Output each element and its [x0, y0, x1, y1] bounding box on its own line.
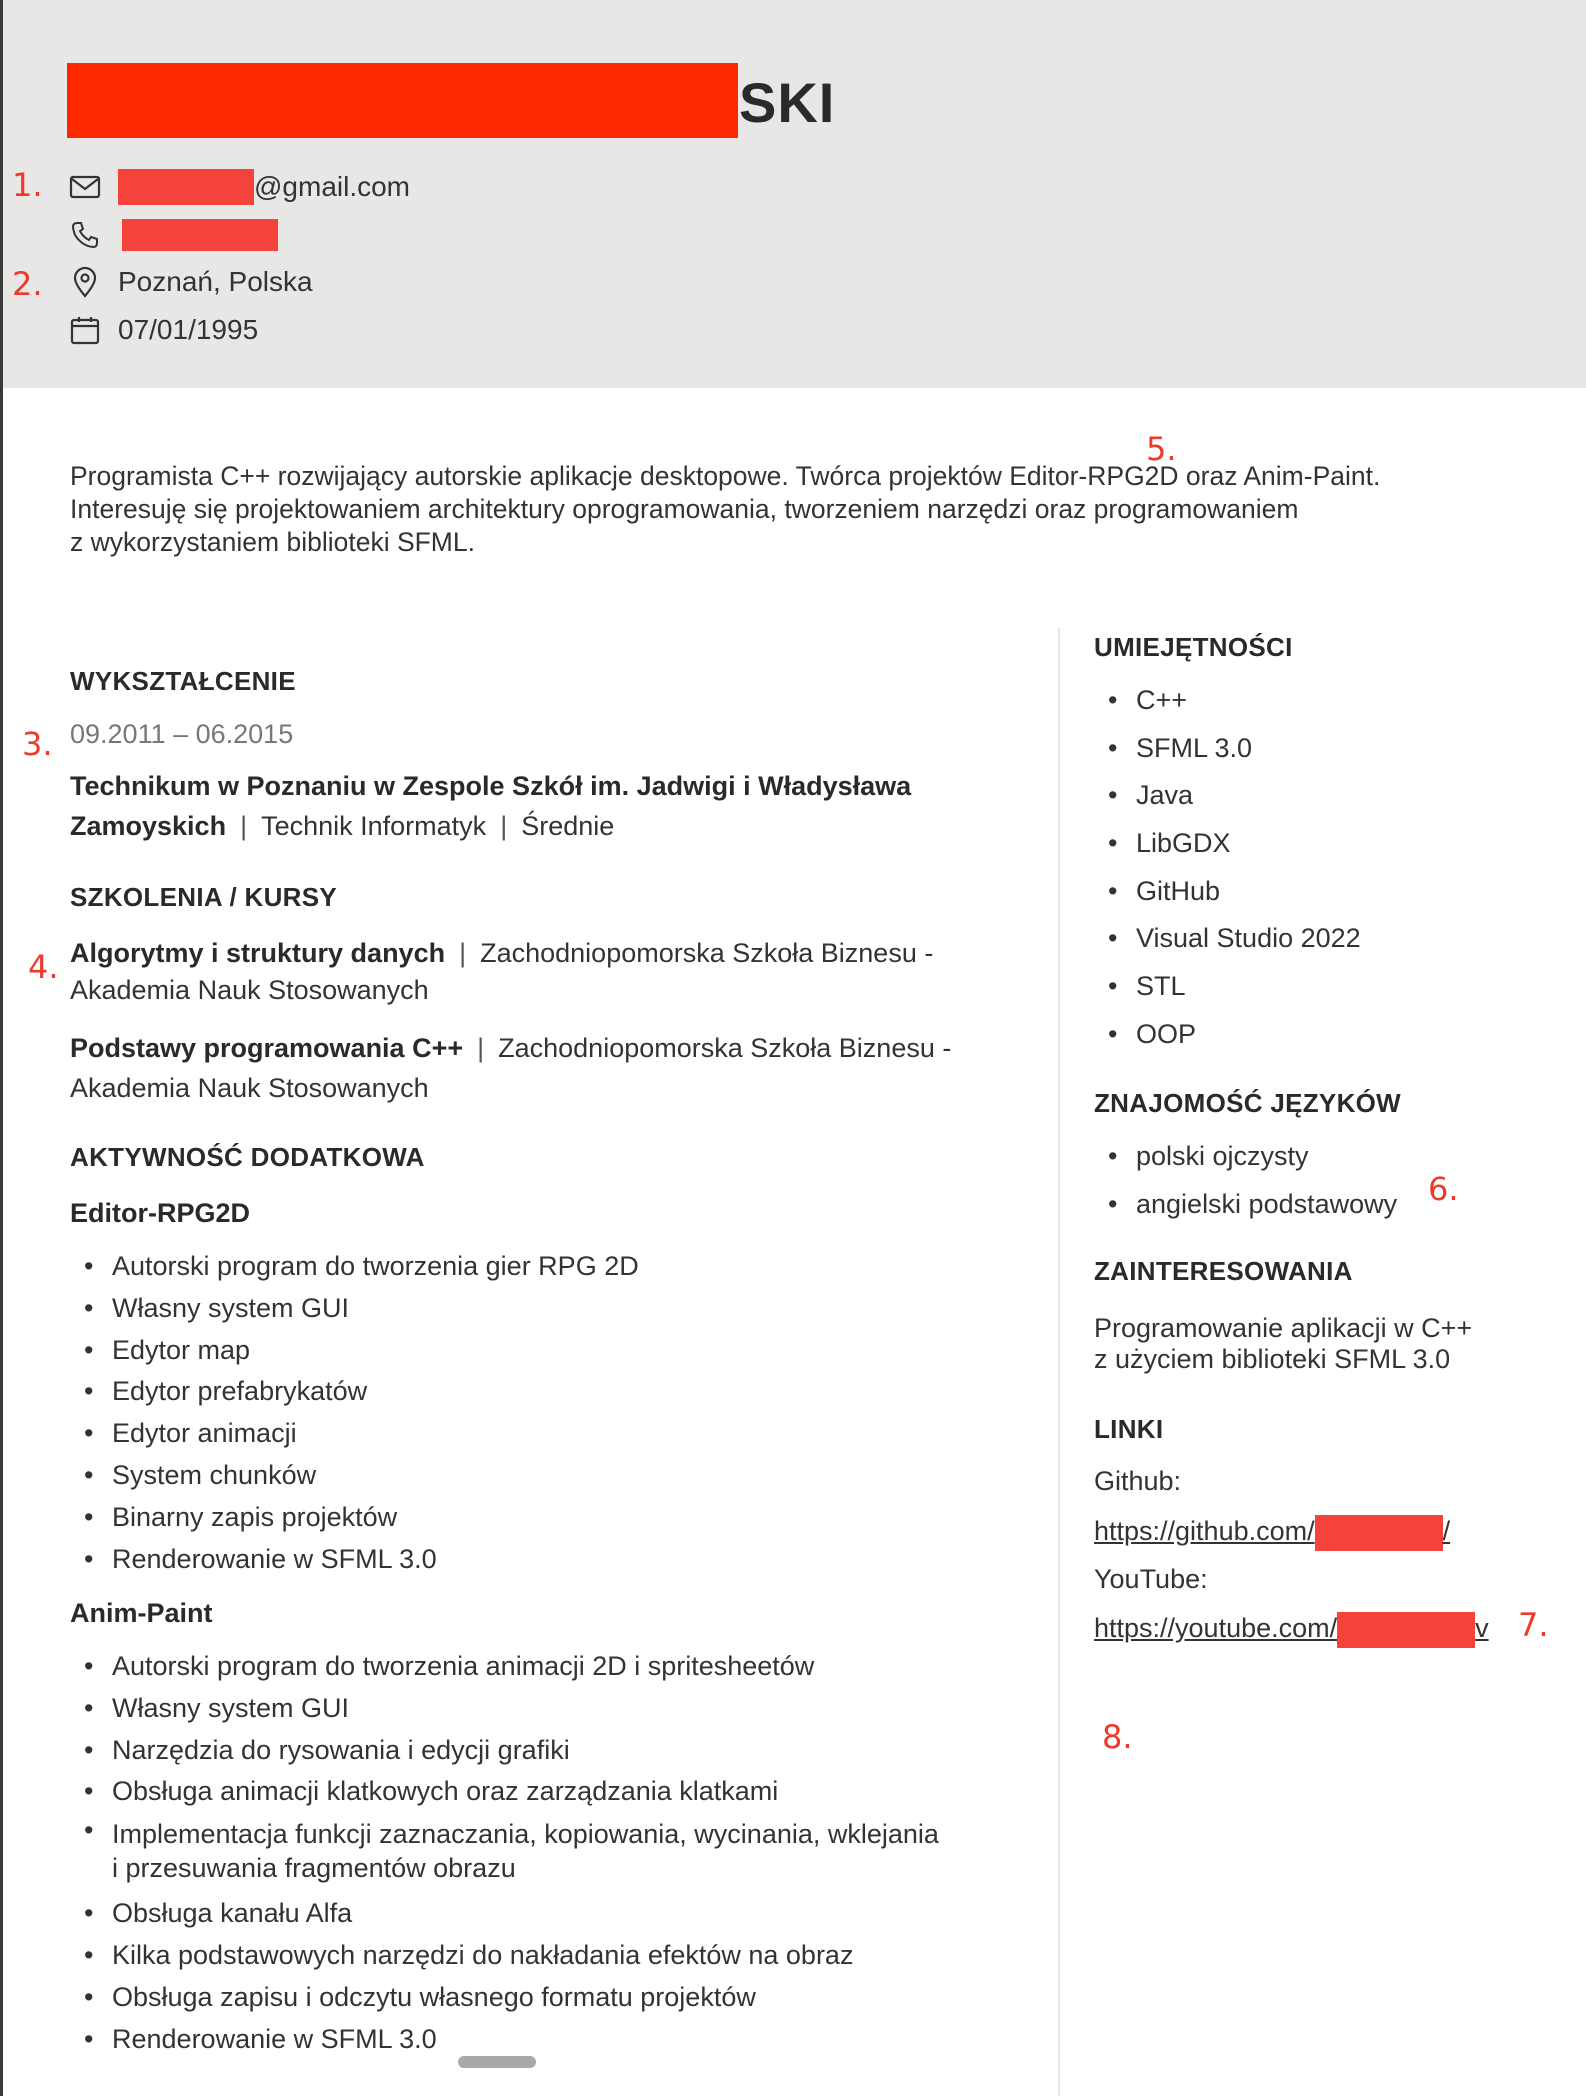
language-item: • angielski podstawowy	[1094, 1181, 1397, 1229]
bullet-item: • Własny system GUI	[70, 1288, 639, 1330]
location-row	[68, 262, 313, 302]
youtube-link-tail[interactable]: v	[1475, 1613, 1489, 1643]
bullet-item: • Kilka podstawowych narzędzi do nakładania efektów na obraz	[70, 1935, 939, 1977]
youtube-link-row	[1094, 1608, 1489, 1648]
separator: |	[500, 811, 508, 841]
calendar-icon	[68, 313, 102, 347]
project-bullets	[70, 1646, 939, 2060]
course-item	[70, 1028, 951, 1108]
summary-line: Interesuję się projektowaniem architektury oprogramowania, tworzeniem narzędzi oraz programowaniem	[70, 494, 1299, 524]
github-label: Github:	[1094, 1466, 1182, 1496]
github-link-tail[interactable]: /	[1442, 1516, 1451, 1546]
school-name-line2: Zamoyskich	[70, 811, 227, 841]
course-title: Podstawy programowania C++	[70, 1033, 464, 1063]
school-details	[70, 806, 614, 846]
annotation-5: 5.	[1146, 430, 1177, 468]
annotation-1: 1.	[12, 166, 43, 204]
bullet-item: • Binarny zapis projektów	[70, 1497, 639, 1539]
project-name: Anim-Paint	[70, 1598, 213, 1628]
skill-item: • Java	[1094, 772, 1361, 820]
bullet-item: • Edytor map	[70, 1330, 639, 1372]
redacted-youtube-user	[1337, 1612, 1475, 1648]
github-link[interactable]: https://github.com/	[1094, 1516, 1315, 1546]
annotation-7: 7.	[1518, 1606, 1549, 1644]
course-org-cont: Akademia Nauk Stosowanych	[70, 1073, 429, 1103]
github-link-row	[1094, 1511, 1450, 1551]
activity-heading: AKTYWNOŚĆ DODATKOWA	[70, 1142, 425, 1172]
redacted-email-user	[118, 169, 254, 205]
interests-heading: ZAINTERESOWANIA	[1094, 1256, 1353, 1286]
project-name: Editor-RPG2D	[70, 1198, 251, 1228]
phone-icon	[68, 218, 102, 252]
location-text: Poznań, Polska	[118, 266, 313, 297]
bullet-item: • Własny system GUI	[70, 1688, 939, 1730]
email-row	[68, 167, 410, 207]
column-divider	[1058, 628, 1060, 2096]
email-domain: @gmail.com	[254, 171, 411, 202]
bullet-item: • Autorski program do tworzenia animacji 2D i spritesheetów	[70, 1646, 939, 1688]
skill-item: • C++	[1094, 677, 1361, 725]
birthdate-row	[68, 310, 258, 350]
annotation-6: 6.	[1428, 1170, 1459, 1208]
course-org: Zachodniopomorska Szkoła Biznesu -	[480, 938, 934, 968]
name-visible-part: SKI	[739, 71, 836, 134]
phone-row	[68, 215, 278, 255]
course-org-cont: Akademia Nauk Stosowanych	[70, 975, 429, 1005]
bullet-line: i przesuwania fragmentów obrazu	[112, 1853, 516, 1884]
bullet-item: • Obsługa animacji klatkowych oraz zarządzania klatkami	[70, 1771, 939, 1813]
annotation-2: 2.	[12, 265, 43, 303]
interests-line: Programowanie aplikacji w C++	[1094, 1313, 1473, 1343]
separator: |	[240, 811, 248, 841]
scroll-indicator[interactable]	[458, 2056, 536, 2068]
summary-line: z wykorzystaniem biblioteki SFML.	[70, 527, 475, 557]
bullet-item: • Obsługa zapisu i odczytu własnego formatu projektów	[70, 1977, 939, 2019]
course-item	[70, 935, 933, 1009]
bullet-line: • Implementacja funkcji zaznaczania, kopiowania, wycinania, wklejania	[112, 1819, 939, 1850]
redacted-github-user	[1315, 1515, 1443, 1551]
skill-item: • OOP	[1094, 1011, 1361, 1059]
map-pin-icon	[68, 265, 102, 299]
skill-item: • SFML 3.0	[1094, 725, 1361, 773]
skill-item: • GitHub	[1094, 868, 1361, 916]
languages-heading: ZNAJOMOŚĆ JĘZYKÓW	[1094, 1088, 1402, 1118]
language-item: • polski ojczysty	[1094, 1133, 1397, 1181]
courses-heading: SZKOLENIA / KURSY	[70, 882, 338, 912]
separator: |	[459, 938, 467, 968]
bullet-item: • Renderowanie w SFML 3.0	[70, 2019, 939, 2061]
project-bullets	[70, 1246, 639, 1580]
bullet-item: • System chunków	[70, 1455, 639, 1497]
bullet-item: • Obsługa kanału Alfa	[70, 1893, 939, 1935]
annotation-4: 4.	[28, 948, 59, 986]
education-dates: 09.2011 – 06.2015	[70, 719, 294, 749]
course-title: Algorytmy i struktury danych	[70, 938, 446, 968]
skill-item: • Visual Studio 2022	[1094, 915, 1361, 963]
school-level: Średnie	[521, 811, 615, 841]
birthdate-text: 07/01/1995	[118, 314, 259, 345]
youtube-label: YouTube:	[1094, 1564, 1208, 1594]
bullet-item: • Autorski program do tworzenia gier RPG 2D	[70, 1246, 639, 1288]
interests-line: z użyciem biblioteki SFML 3.0	[1094, 1344, 1451, 1374]
skills-heading: UMIEJĘTNOŚCI	[1094, 632, 1293, 662]
links-heading: LINKI	[1094, 1414, 1164, 1444]
course-org: Zachodniopomorska Szkoła Biznesu -	[498, 1033, 952, 1063]
education-heading: WYKSZTAŁCENIE	[70, 666, 296, 696]
bullet-item: • Renderowanie w SFML 3.0	[70, 1539, 639, 1581]
school-field: Technik Informatyk	[261, 811, 487, 841]
skill-item: • LibGDX	[1094, 820, 1361, 868]
school-name-line1: Technikum w Poznaniu w Zespole Szkół im. Jadwigi i Władysława	[70, 771, 912, 801]
skill-item: • STL	[1094, 963, 1361, 1011]
profile-summary	[70, 460, 1490, 559]
bullet-item: • Narzędzia do rysowania i edycji grafiki	[70, 1730, 939, 1772]
interests-text	[1094, 1313, 1472, 1375]
bullet-item: • Edytor animacji	[70, 1413, 639, 1455]
redacted-phone	[122, 219, 278, 251]
redacted-name	[67, 63, 738, 138]
mail-icon	[68, 170, 102, 204]
skills-list	[1094, 677, 1361, 1059]
bullet-item: • Edytor prefabrykatów	[70, 1371, 639, 1413]
languages-list	[1094, 1133, 1397, 1228]
summary-line: Programista C++ rozwijający autorskie aplikacje desktopowe. Twórca projektów Editor-RPG2D oraz Anim-Paint.	[70, 461, 1381, 491]
annotation-3: 3.	[22, 725, 53, 763]
youtube-link[interactable]: https://youtube.com/	[1094, 1613, 1338, 1643]
annotation-8: 8.	[1102, 1718, 1133, 1756]
separator: |	[477, 1033, 485, 1063]
bullet-item	[70, 1813, 939, 1893]
